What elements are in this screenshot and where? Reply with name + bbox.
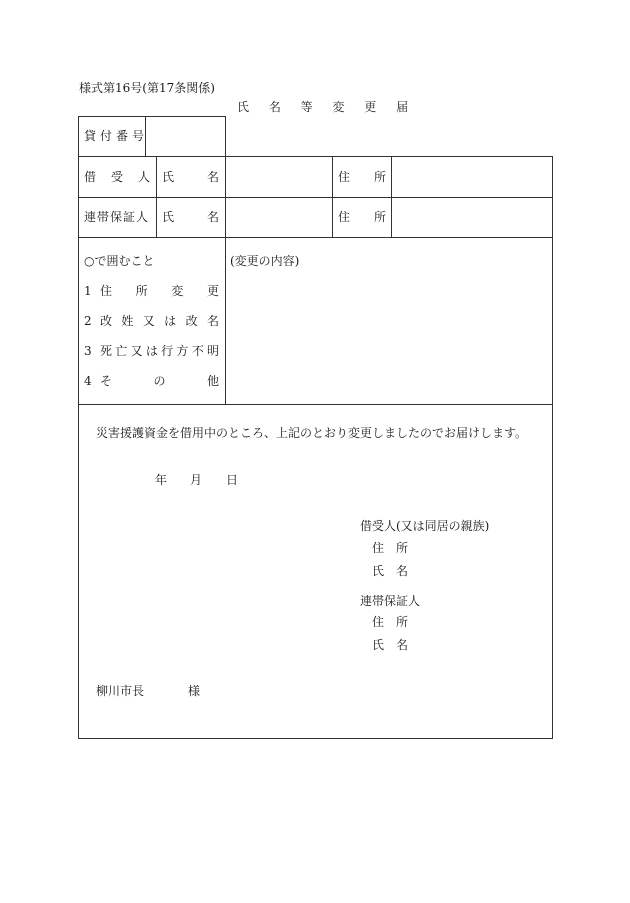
- borrower-address-field[interactable]: [392, 157, 552, 197]
- guarantor-signature-heading: 連帯保証人: [360, 594, 421, 608]
- option-number: 2: [84, 314, 92, 328]
- date-month-label: 月: [190, 473, 203, 487]
- change-details-label: (変更の内容): [230, 254, 300, 268]
- guarantor-signature-name: 氏 名: [372, 638, 409, 652]
- form-number: 様式第16号(第17条関係): [79, 81, 215, 95]
- borrower-address-label: 住 所: [338, 170, 386, 184]
- guarantor-address-field[interactable]: [392, 198, 552, 237]
- option-number: 1: [84, 284, 92, 298]
- borrower-name-label: 氏 名: [162, 170, 219, 184]
- guarantor-signature-address: 住 所: [372, 615, 409, 629]
- option-death-or-missing[interactable]: 死 亡 又 は 行 方 不 明: [100, 344, 219, 358]
- borrower-label: 借 受 人: [84, 170, 150, 184]
- addressee-mayor: 柳川市長: [96, 684, 145, 698]
- option-number: 3: [84, 344, 92, 358]
- form-title: 氏 名 等 変 更 届: [237, 100, 417, 114]
- option-name-change[interactable]: 改 姓 又 は 改 名: [100, 314, 219, 328]
- guarantor-name-label: 氏 名: [162, 210, 219, 224]
- date-year-label: 年: [155, 473, 168, 487]
- addressee-honorific: 様: [188, 684, 201, 698]
- change-details-field[interactable]: [226, 272, 552, 404]
- borrower-signature-heading: 借受人(又は同居の親族): [360, 519, 490, 533]
- loan-number-label: 貸付番号: [84, 129, 149, 143]
- borrower-signature-name: 氏 名: [372, 564, 409, 578]
- guarantor-label: 連帯保証人: [84, 210, 150, 224]
- date-day-label: 日: [226, 473, 239, 487]
- guarantor-address-label: 住 所: [338, 210, 386, 224]
- borrower-signature-address: 住 所: [372, 541, 409, 555]
- option-number: 4: [84, 374, 92, 388]
- circle-instruction: ○で囲むこと: [84, 254, 155, 268]
- declaration-text: 災害援護資金を借用中のところ、上記のとおり変更しましたのでお届けします。: [96, 426, 528, 440]
- option-address-change[interactable]: 住 所 変 更: [100, 284, 219, 298]
- option-other[interactable]: そ の 他: [100, 374, 219, 388]
- borrower-name-field[interactable]: [226, 157, 332, 197]
- loan-number-field[interactable]: [146, 117, 225, 156]
- guarantor-name-field[interactable]: [226, 198, 332, 237]
